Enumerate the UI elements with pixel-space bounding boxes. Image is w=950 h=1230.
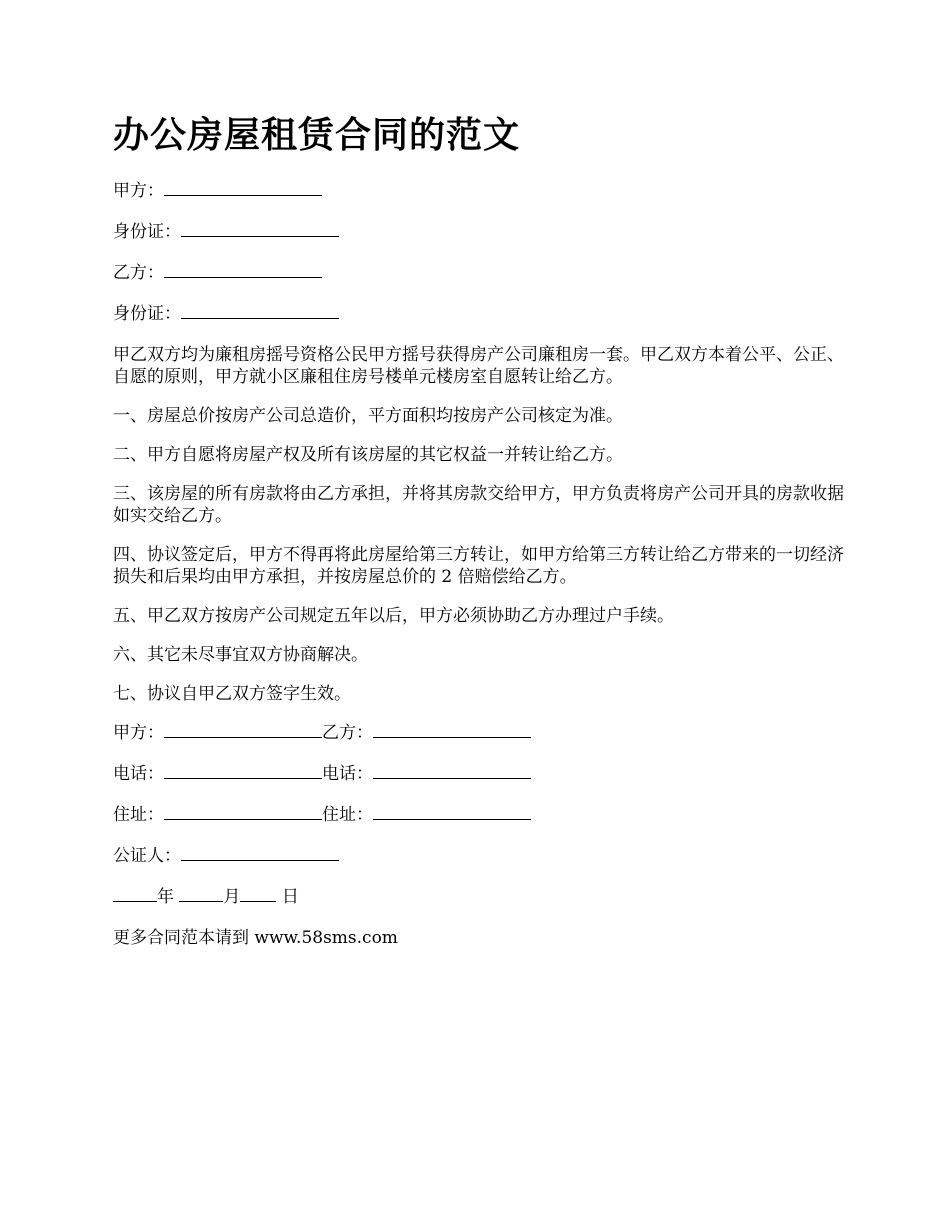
month-blank <box>179 886 223 902</box>
party-a-line <box>113 180 853 202</box>
clause-4: 四、协议签定后，甲方不得再将此房屋给第三方转让，如甲方给第三方转让给乙方带来的一切经济损失和后果均由甲方承担，并按房屋总价的 2 倍赔偿给乙方。 <box>113 545 844 587</box>
party-b-label: 乙方： <box>113 263 164 283</box>
party-b-blank <box>164 262 322 278</box>
id-line-1 <box>113 221 853 243</box>
year-label: 年 <box>157 887 174 907</box>
sig-party-b-blank <box>373 722 531 738</box>
sig-address-a-blank <box>164 804 322 820</box>
clause-6: 六、其它未尽事宜双方协商解决。 <box>113 645 368 665</box>
id-blank-2 <box>181 303 339 319</box>
id-blank-1 <box>181 221 339 237</box>
signature-address-line <box>113 804 853 826</box>
notary-line <box>113 845 853 867</box>
clause-5: 五、甲乙双方按房产公司规定五年以后，甲方必须协助乙方办理过户手续。 <box>113 606 674 626</box>
sig-party-a-blank <box>164 722 322 738</box>
notary-blank <box>181 845 339 861</box>
sig-phone-b-blank <box>373 763 531 779</box>
clause-2: 二、甲方自愿将房屋产权及所有该房屋的其它权益一并转让给乙方。 <box>113 445 623 465</box>
year-blank <box>113 886 157 902</box>
footer-link-text: 更多合同范本请到 www.58sms.com <box>113 928 398 948</box>
date-line <box>113 886 853 908</box>
document-title: 办公房屋租赁合同的范文 <box>113 114 521 156</box>
clause-3: 三、该房屋的所有房款将由乙方承担，并将其房款交给甲方，甲方负责将房产公司开具的房款收据如实交给乙方。 <box>113 484 844 526</box>
id-line-2 <box>113 303 853 325</box>
sig-address-b-blank <box>373 804 531 820</box>
sig-party-b-label: 乙方： <box>322 723 373 743</box>
party-a-label: 甲方： <box>113 181 164 201</box>
id-label-1: 身份证： <box>113 222 181 242</box>
clause-7: 七、协议自甲乙双方签字生效。 <box>113 684 351 704</box>
sig-address-b-label: 住址： <box>322 805 373 825</box>
sig-address-a-label: 住址： <box>113 805 164 825</box>
signature-parties-line <box>113 722 853 744</box>
party-a-blank <box>164 180 322 196</box>
day-label: 日 <box>281 887 299 907</box>
notary-label: 公证人： <box>113 846 181 866</box>
party-b-line <box>113 262 853 284</box>
signature-phone-line <box>113 763 853 785</box>
id-label-2: 身份证： <box>113 304 181 324</box>
sig-party-a-label: 甲方： <box>113 723 164 743</box>
contract-document <box>113 112 853 968</box>
day-blank <box>240 886 276 902</box>
sig-phone-b-label: 电话： <box>322 764 373 784</box>
sig-phone-a-blank <box>164 763 322 779</box>
month-label: 月 <box>223 887 241 907</box>
clause-1: 一、房屋总价按房产公司总造价，平方面积均按房产公司核定为准。 <box>113 406 623 426</box>
intro-paragraph: 甲乙双方均为廉租房摇号资格公民甲方摇号获得房产公司廉租房一套。甲乙双方本着公平、公正、自愿的原则，甲方就小区廉租住房号楼单元楼房室自愿转让给乙方。 <box>113 345 844 387</box>
sig-phone-a-label: 电话： <box>113 764 164 784</box>
